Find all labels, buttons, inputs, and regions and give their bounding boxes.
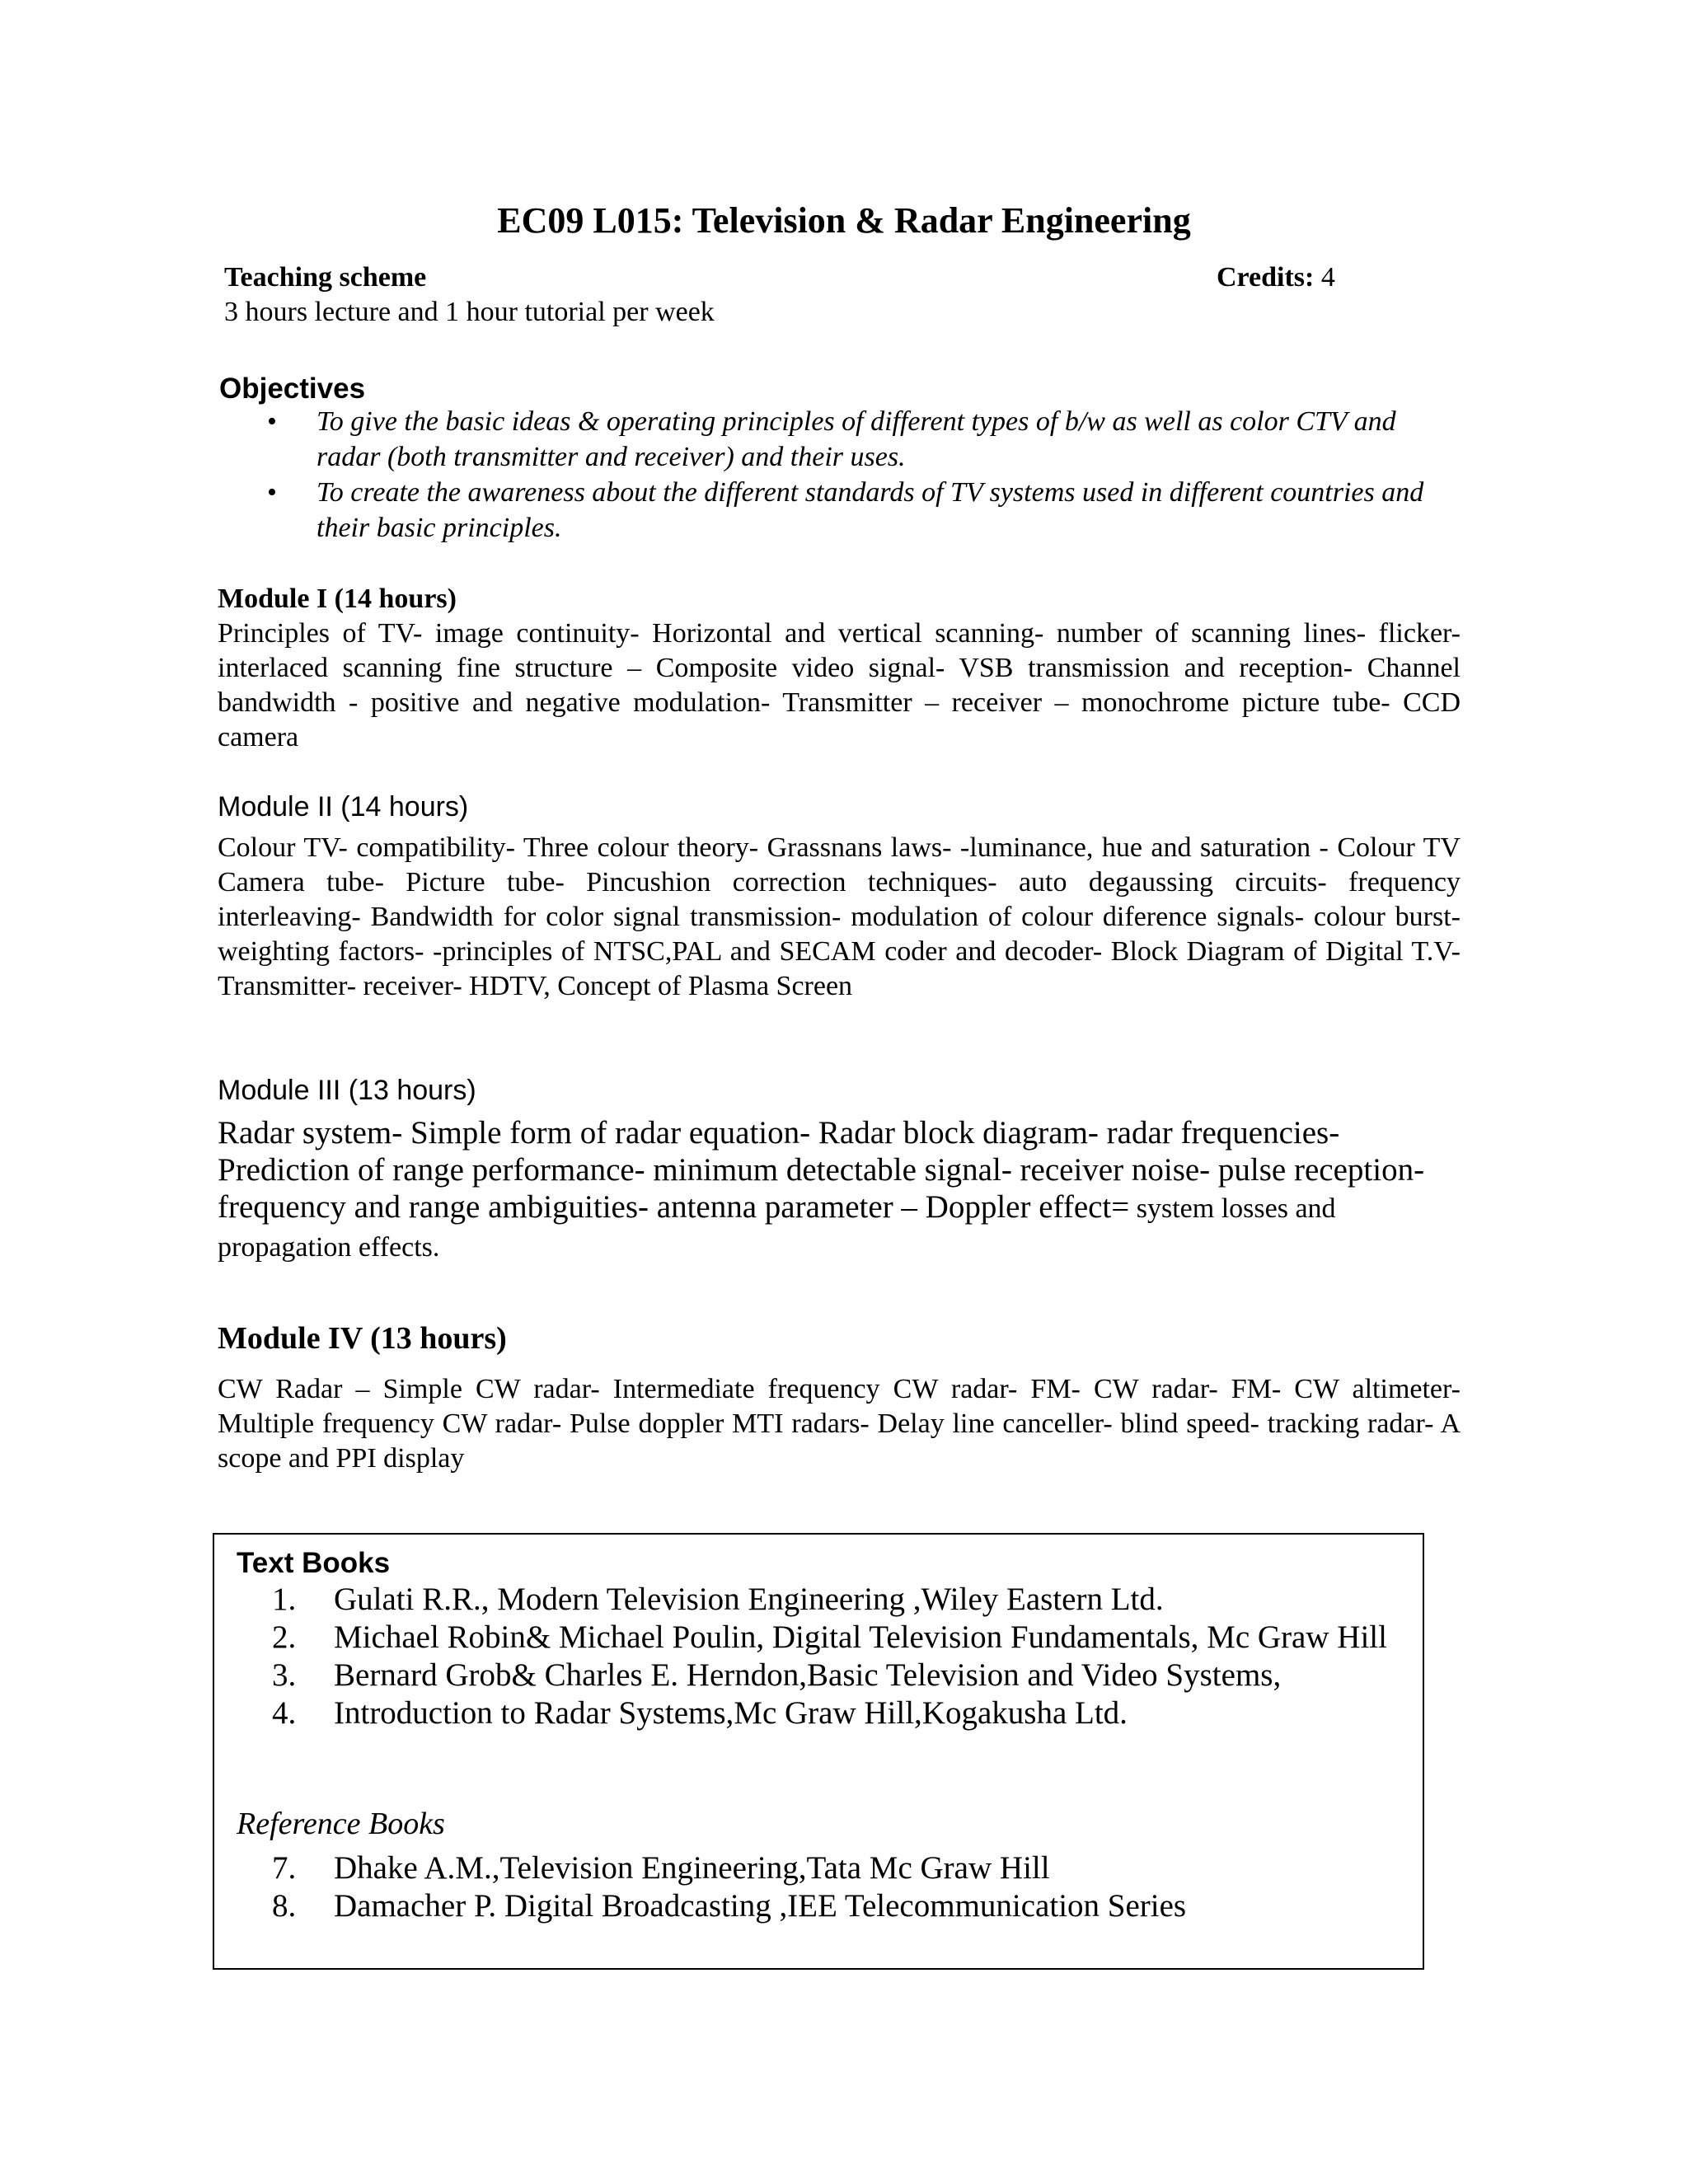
book-title: Bernard Grob& Charles E. Herndon,Basic Television and Video Systems, [334,1657,1282,1693]
bullet-icon: • [267,477,277,508]
text-book-item [272,1581,1405,1619]
objective-item [264,475,1459,546]
objective-text: To give the basic ideas & operating principles of different types of b/w as well as color CTV and radar (both transmitter and receiver) and their uses. [316,406,1396,472]
book-title: Michael Robin& Michael Poulin, Digital Television Fundamentals, Mc Graw Hill [334,1619,1387,1655]
book-title: Dhake A.M.,Television Engineering,Tata Mc Graw Hill [334,1850,1050,1886]
credits-value: 4 [1320,262,1335,293]
reference-book-item [272,1849,1405,1887]
module-1-heading: Module I (14 hours) [218,583,457,614]
bullet-icon: • [267,406,277,437]
text-book-item [272,1619,1405,1657]
text-book-item [272,1657,1405,1694]
list-number: 2. [272,1619,297,1655]
hours-text: 3 hours lecture and 1 hour tutorial per week [224,297,715,327]
list-number: 8. [272,1888,297,1924]
book-title: Gulati R.R., Modern Television Engineering ,Wiley Eastern Ltd. [334,1582,1164,1617]
module-2-heading: Module II (14 hours) [218,791,469,823]
text-books-list [272,1581,1405,1732]
objective-text: To create the awareness about the different standards of TV systems used in different countries and their basic principles. [316,477,1424,543]
objective-item [264,404,1459,475]
credits [1217,260,1335,295]
book-title: Damacher P. Digital Broadcasting ,IEE Telecommunication Series [334,1888,1187,1924]
module-4-body: CW Radar – Simple CW radar- Intermediate frequency CW radar- FM- CW radar- FM- CW altimeter- Multiple frequency CW radar- Pulse doppler MTI radars- Delay line canceller- blind speed- tracking radar- A scope and PPI display [218,1374,1461,1474]
reference-books-list [272,1849,1405,1925]
list-number: 1. [272,1582,297,1617]
list-number: 3. [272,1657,297,1693]
page-title: EC09 L015: Television & Radar Engineering [497,200,1191,241]
module-3-body-small: system losses and propagation effects. [218,1193,1336,1263]
list-number: 4. [272,1695,297,1731]
list-number: 7. [272,1850,297,1886]
module-1-body: Principles of TV- image continuity- Horizontal and vertical scanning- number of scanning lines- flicker- interlaced scanning fine structure – Composite video signal- VSB transmission and reception- Channel bandwidth - positive and negative modulation- Transmitter – receiver – monochrome picture tube- CCD camera [218,618,1461,752]
objectives-list [264,404,1459,546]
reference-books-heading: Reference Books [237,1807,445,1841]
reference-book-item [272,1887,1405,1925]
module-3-body-main: Radar system- Simple form of radar equation- Radar block diagram- radar frequencies- Prediction of range performance- minimum detectable signal- receiver noise- pulse reception- frequency and range ambiguities- antenna parameter – Doppler effect= [218,1115,1425,1225]
module-4-heading: Module IV (13 hours) [218,1321,507,1356]
teaching-scheme-label: Teaching scheme [224,262,427,293]
module-3-heading: Module III (13 hours) [218,1075,476,1106]
module-2-body: Colour TV- compatibility- Three colour theory- Grassnans laws- -luminance, hue and saturation - Colour TV Camera tube- Picture tube- Pincushion correction techniques- auto degaussing circuits- frequency interleaving- Bandwidth for color signal transmission- modulation of colour diference signals- colour burst- weighting factors- -principles of NTSC,PAL and SECAM coder and decoder- Block Diagram of Digital T.V-Transmitter- receiver- HDTV, Concept of Plasma Screen [218,832,1461,1001]
book-title: Introduction to Radar Systems,Mc Graw Hill,Kogakusha Ltd. [334,1695,1128,1731]
module-3-body [218,1114,1461,1266]
text-books-heading: Text Books [237,1547,391,1579]
credits-label: Credits: [1217,262,1315,293]
objectives-heading: Objectives [219,373,366,405]
text-book-item [272,1694,1405,1732]
